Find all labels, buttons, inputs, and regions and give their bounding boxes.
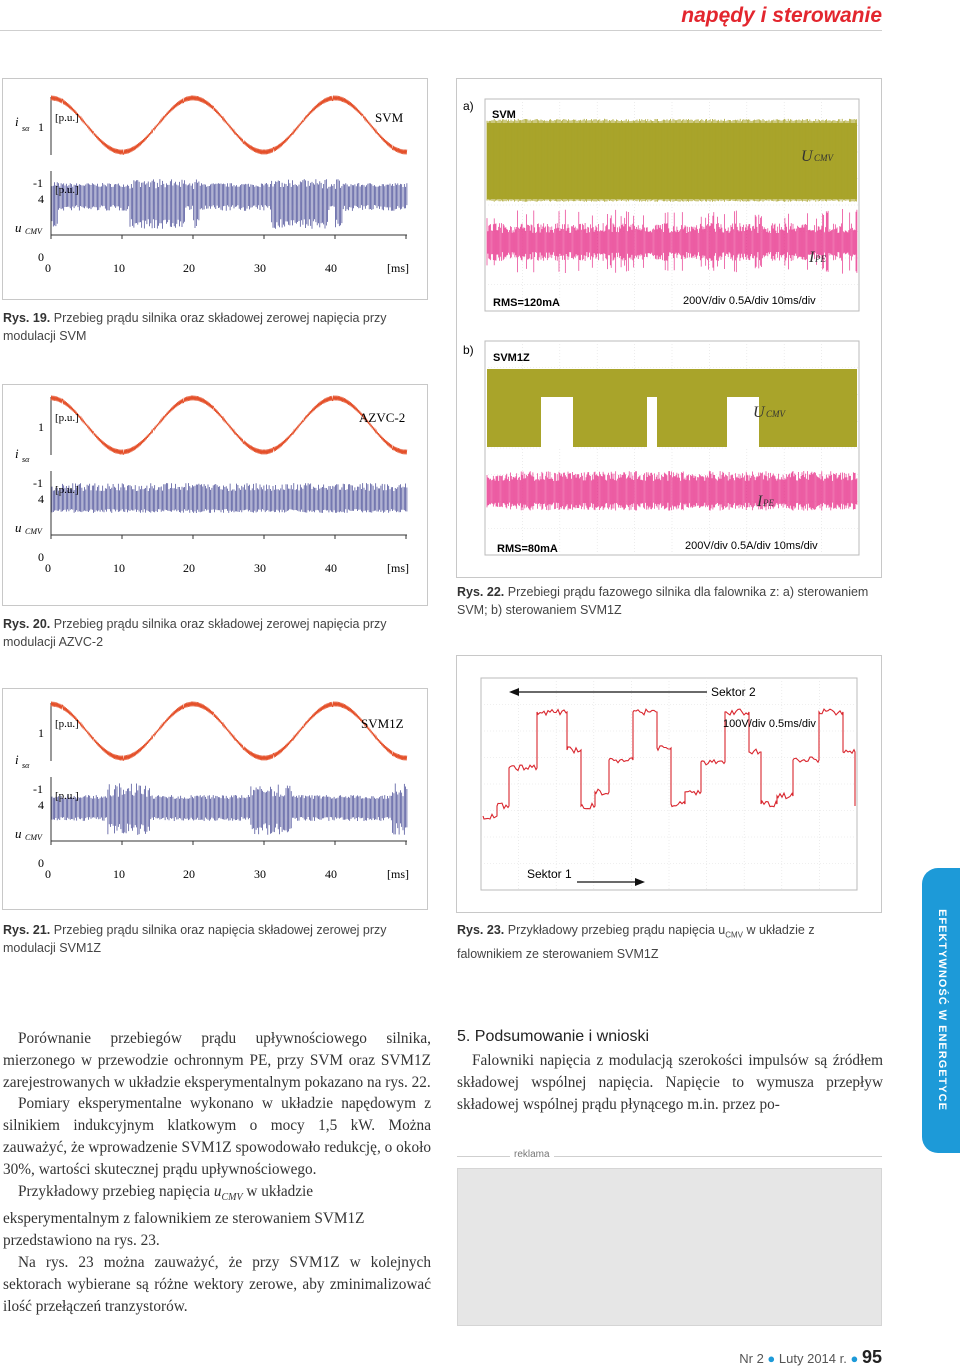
y-tick-top: 1 [38,420,44,434]
unit-bottom: [p.u.] [55,790,79,802]
scale-label: 100V/div 0.5ms/div [723,718,816,730]
cmv-waveform [52,783,407,835]
x-tick-40: 40 [325,261,337,275]
footer-date: Luty 2014 r. [778,1351,847,1366]
panel-b-ipe-label: I [757,493,763,510]
figure-20-caption [3,615,423,651]
caption-number: Rys. 20. [3,617,51,631]
panel-a-rms: RMS=120mA [493,297,560,309]
ucmv-block [657,399,727,447]
figure-19 [2,78,428,300]
y-tick-neg: -1 [33,782,43,796]
caption-number: Rys. 22. [457,585,505,599]
panel-b-ucmv-sub: CMV [766,409,785,419]
caption-number: Rys. 23. [457,923,505,937]
unit-top: [p.u.] [55,718,79,730]
figure-23-oscillogram [457,656,881,912]
footer-issue: Nr 2 [739,1351,764,1366]
section-5-title: 5. Podsumowanie i wnioski [457,1028,650,1045]
caption-text: Przebieg prądu silnika oraz napięcia składowej zerowej przy modulacji SVM1Z [3,923,387,955]
y-tick-four: 4 [38,492,44,506]
advertisement-box [457,1168,882,1326]
x-unit: [ms] [387,867,409,881]
x-tick-10: 10 [113,261,125,275]
ucmv-gap [541,397,573,449]
unit-top: [p.u.] [55,412,79,424]
figure-23-caption [457,921,881,963]
caption-sub: CMV [725,930,744,940]
paragraph-1: Porównanie przebiegów prądu upływnościowego silnika, mierzonego w przewodzie ochronnym PE, przy SVM oraz SVM1Z zarejestrowanych w układzie eksperymentalnym pokazano na rys. 22. [3,1030,431,1091]
figure-22-oscillograms [457,79,881,577]
y-tick-zero: 0 [38,856,44,870]
u-label: u [15,220,22,235]
i-sub-label: sα [22,761,30,770]
current-waveform [51,702,407,761]
paragraph-3-a: Przykładowy przebieg napięcia [18,1182,214,1200]
x-tick-0: 0 [45,561,51,575]
x-tick-0: 0 [45,261,51,275]
y-tick-four: 4 [38,192,44,206]
figure-21-plot [3,689,427,909]
panel-a-scale: 200V/div 0.5A/div 10ms/div [683,295,816,307]
paragraph-3 [3,1181,431,1252]
panel-b-scale: 200V/div 0.5A/div 10ms/div [685,540,818,552]
u-label: u [15,520,22,535]
figure-21 [2,688,428,910]
ucmv-gap [647,397,657,449]
caption-text: Przebieg prądu silnika oraz składowej zerowej napięcia przy modulacji SVM [3,311,387,343]
paragraph-3-u: u [213,1182,222,1200]
panel-a-letter: a) [463,99,474,113]
y-tick-neg: -1 [33,476,43,490]
figure-19-caption [3,309,423,345]
y-tick-zero: 0 [38,550,44,564]
x-tick-30: 30 [254,261,266,275]
caption-text: Przebiegi prądu fazowego silnika dla falownika z: a) sterowaniem SVM; b) sterowaniem SVM1Z [457,585,869,617]
caption-text: Przebieg prądu silnika oraz składowej zerowej napięcia przy modulacji AZVC-2 [3,617,387,649]
caption-number: Rys. 19. [3,311,51,325]
paragraph-3-b: w układzie eksperymentalnym z falownikiem ze sterowaniem SVM1Z przedstawiono na rys. 23. [3,1182,365,1250]
header-rule [0,30,882,31]
reklama-label: reklama [510,1149,554,1160]
x-tick-20: 20 [183,261,195,275]
figure-20 [2,384,428,606]
panel-a-ucmv-sub: CMV [814,153,833,163]
u-sub-label: CMV [25,527,42,536]
unit-bottom: [p.u.] [55,484,79,496]
x-unit: [ms] [387,561,409,575]
x-tick-30: 30 [254,561,266,575]
side-tab [922,868,960,1153]
page-number: 95 [861,1347,882,1367]
panel-a-ipe-sub: PE [815,254,826,264]
footer-dot-2: ● [850,1351,859,1366]
x-tick-20: 20 [183,867,195,881]
panel-a-ipe-label: I [809,249,815,266]
mode-label: SVM [375,110,404,125]
caption-number: Rys. 21. [3,923,51,937]
y-tick-top: 1 [38,120,44,134]
unit-bottom: [p.u.] [55,184,79,196]
i-label: i [15,752,19,767]
ucmv-block [759,399,857,447]
x-tick-10: 10 [113,561,125,575]
panel-b-letter: b) [463,343,474,357]
x-tick-0: 0 [45,867,51,881]
cmv-waveform [52,483,407,513]
x-unit: [ms] [387,261,409,275]
panel-b-ipe-sub: PE [763,498,774,508]
mode-label: AZVC-2 [359,410,406,425]
panel-b-mode: SVM1Z [493,352,530,364]
y-tick-neg: -1 [33,176,43,190]
footer [660,1347,882,1368]
caption-text-1: Przykładowy przebieg prądu napięcia u [504,923,726,937]
panel-a-mode: SVM [492,109,516,121]
figure-20-plot [3,385,427,605]
section-5-text: Falowniki napięcia z modulacją szerokości impulsów są źródłem składowej wspólnej napięcia. Napięcie to wymusza przepływ składowej wspólnej prądu płynącego m.in. przez po- [457,1052,883,1113]
paragraph-4: Na rys. 23 można zauważyć, że przy SVM1Z w kolejnych sektorach wybierane są różne wektory zerowe, aby zminimalizować ilość przełączeń tranzystorów. [3,1254,431,1315]
y-tick-four: 4 [38,798,44,812]
ucmv-block [573,399,647,447]
i-label: i [15,114,19,129]
sektor2-label: Sektor 2 [711,685,756,699]
sektor1-label: Sektor 1 [527,867,572,881]
figure-21-caption [3,921,423,957]
panel-b-rms: RMS=80mA [497,543,558,555]
figure-19-plot [3,79,427,299]
u-label: u [15,826,22,841]
y-tick-zero: 0 [38,250,44,264]
unit-top: [p.u.] [55,112,79,124]
i-sub-label: sα [22,124,30,133]
footer-dot-1: ● [767,1351,776,1366]
i-label: i [15,446,19,461]
figure-23 [456,655,882,913]
u-sub-label: CMV [25,833,42,842]
current-waveform [51,96,407,155]
panel-b-ucmv-label: U [753,404,765,421]
mode-label: SVM1Z [361,716,404,731]
body-column-left [3,1028,431,1317]
cmv-waveform [52,179,407,229]
section-header: napędy i sterowanie [681,4,882,27]
figure-22 [456,78,882,578]
x-tick-40: 40 [325,561,337,575]
paragraph-2: Pomiary eksperymentalne wykonano w układzie napędowym z silnikiem indukcyjnym klatkowym o mocy 1,5 kW. Można zauważyć, że wprowadzenie SVM1Z spowodowało redukcję, o około 30%, wartości skutecznej prądu upływnościowego. [3,1095,431,1178]
u-sub-label: CMV [25,227,42,236]
panel-a-ucmv-label: U [801,148,813,165]
ucmv-top-band [487,369,857,399]
x-tick-30: 30 [254,867,266,881]
y-tick-top: 1 [38,726,44,740]
i-sub-label: sα [22,455,30,464]
paragraph-3-sub: CMV [221,1191,243,1203]
caption-text-2: w układzie z falownikiem ze sterowaniem SVM1Z [457,923,815,961]
side-tab-label: EFEKTYWNOŚĆ W ENERGETYCE [936,909,948,1111]
current-waveform [51,396,407,455]
x-tick-40: 40 [325,867,337,881]
figure-22-caption [457,583,877,619]
x-tick-10: 10 [113,867,125,881]
x-tick-20: 20 [183,561,195,575]
